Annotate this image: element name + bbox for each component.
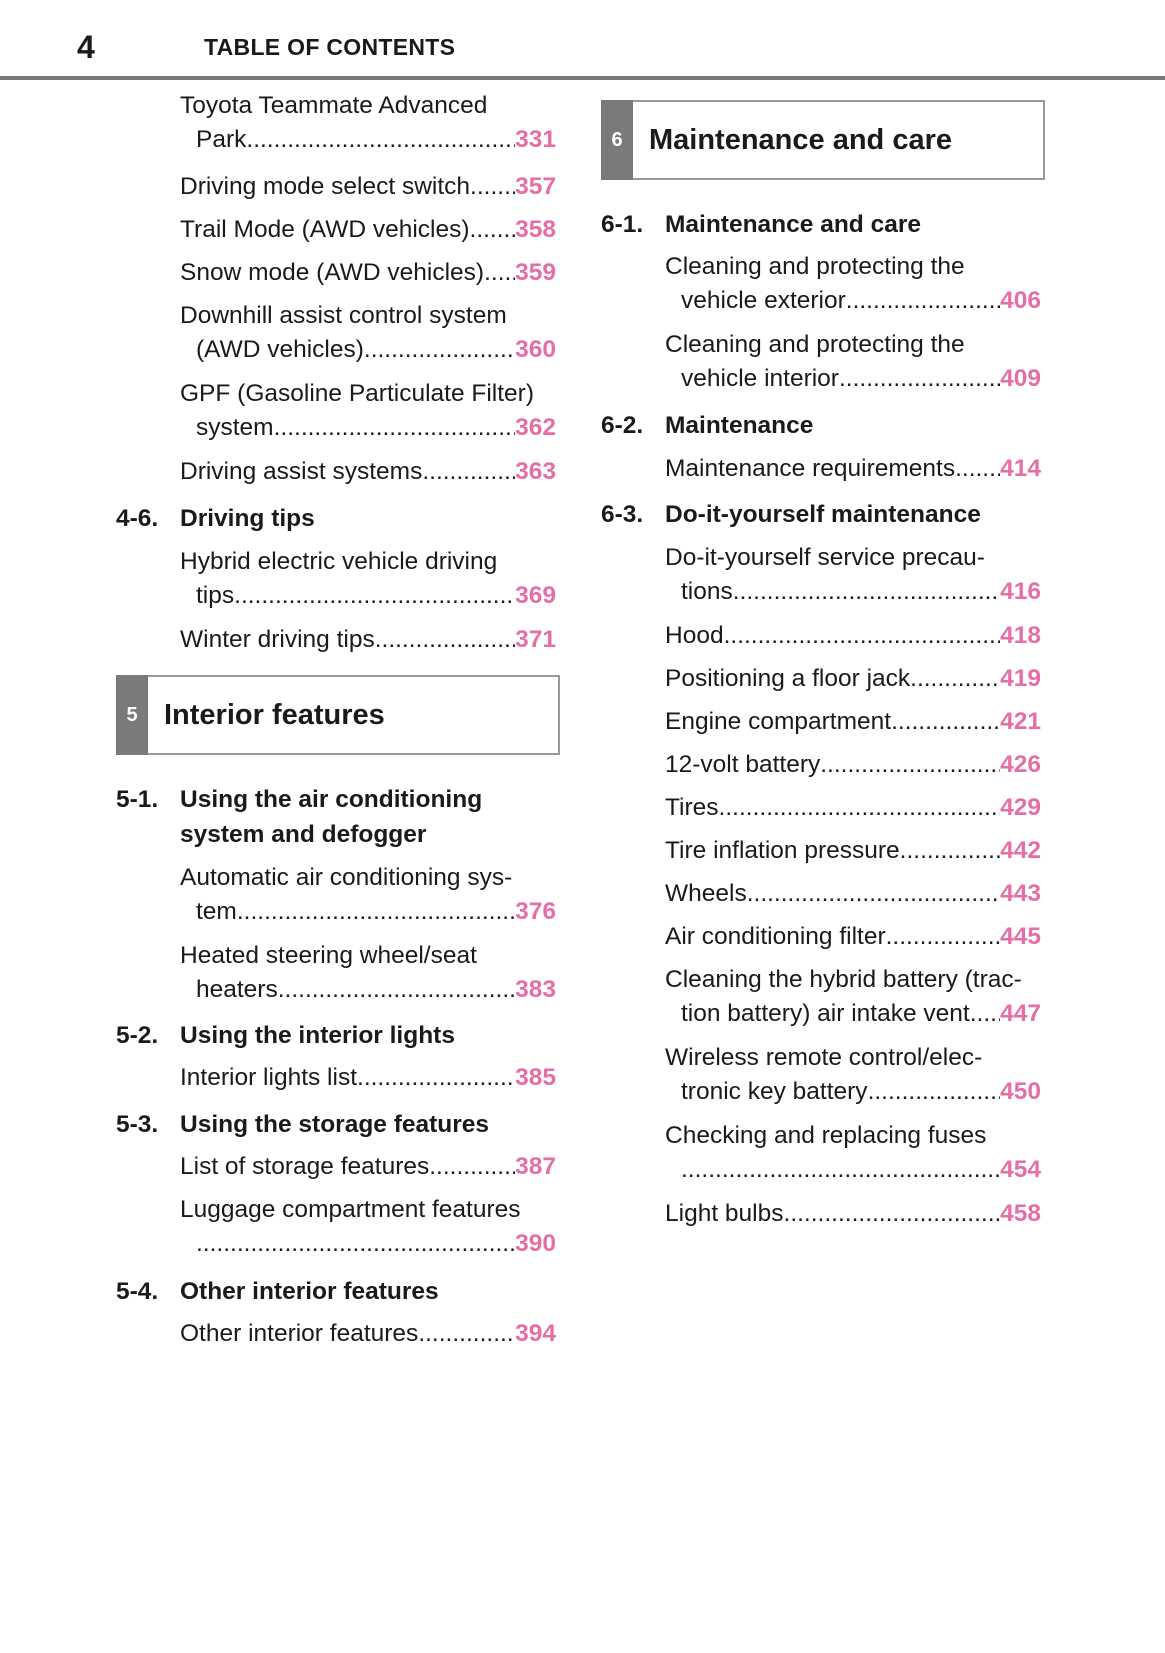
page-link[interactable]: 406	[1000, 287, 1041, 314]
page-link[interactable]: 421	[1000, 708, 1041, 735]
chapter-number-tab: 6	[601, 100, 633, 180]
toc-entry[interactable]: 12-volt battery ..... 426	[665, 748, 1041, 782]
section-heading: 5-2. Using the interior lights	[116, 1022, 455, 1049]
toc-entry[interactable]: Wireless remote control/elec- tronic key battery ..... 450	[665, 1041, 1041, 1109]
toc-entry[interactable]: Light bulbs ..... 458	[665, 1197, 1041, 1231]
toc-entry[interactable]: GPF (Gasoline Particulate Filter) system ..... 362	[180, 377, 556, 445]
chapter-title: Maintenance and care	[649, 123, 952, 156]
toc-entry[interactable]: Automatic air conditioning sys- tem ..... 376	[180, 861, 556, 929]
chapter-title: Interior features	[164, 698, 385, 731]
toc-entry[interactable]: Air conditioning filter ..... 445	[665, 920, 1041, 954]
section-heading: 6-2. Maintenance	[601, 412, 814, 439]
page-link[interactable]: 390	[515, 1230, 556, 1257]
page-link[interactable]: 454	[1000, 1156, 1041, 1183]
page-link[interactable]: 385	[515, 1064, 556, 1091]
page-link[interactable]: 418	[1000, 622, 1041, 649]
section-heading: 5-4. Other interior features	[116, 1278, 439, 1305]
page-link[interactable]: 360	[515, 336, 556, 363]
page-link[interactable]: 447	[1000, 1000, 1041, 1027]
page-link[interactable]: 445	[1000, 923, 1041, 950]
page-link[interactable]: 362	[515, 414, 556, 441]
chapter-6-box[interactable]	[601, 100, 1045, 180]
page-link[interactable]: 409	[1000, 365, 1041, 392]
toc-entry[interactable]: Tire inflation pressure ..... 442	[665, 834, 1041, 868]
header-divider	[0, 76, 1165, 80]
toc-entry[interactable]: Cleaning and protecting the vehicle interior ..... 409	[665, 328, 1041, 396]
page-link[interactable]: 371	[515, 626, 556, 653]
toc-entry[interactable]: Tires ..... 429	[665, 791, 1041, 825]
toc-entry[interactable]: Heated steering wheel/seat heaters ..... 383	[180, 939, 556, 1007]
page-link[interactable]: 443	[1000, 880, 1041, 907]
section-heading: 5-1. Using the air conditioning system and defogger	[116, 786, 483, 848]
toc-entry[interactable]: Snow mode (AWD vehicles) ..... 359	[180, 256, 556, 290]
header-title: TABLE OF CONTENTS	[204, 34, 456, 60]
toc-entry[interactable]: Cleaning and protecting the vehicle exterior ..... 406	[665, 250, 1041, 318]
toc-entry[interactable]: Driving assist systems ..... 363	[180, 455, 556, 489]
toc-entry[interactable]: Positioning a floor jack ..... 419	[665, 662, 1041, 696]
chapter-5-box[interactable]	[116, 675, 560, 755]
section-heading: 5-3. Using the storage features	[116, 1111, 490, 1138]
page-link[interactable]: 442	[1000, 837, 1041, 864]
toc-entry[interactable]: Wheels ..... 443	[665, 877, 1041, 911]
toc-entry[interactable]: List of storage features ..... 387	[180, 1150, 556, 1184]
page-link[interactable]: 429	[1000, 794, 1041, 821]
page-link[interactable]: 376	[515, 898, 556, 925]
page-link[interactable]: 416	[1000, 578, 1041, 605]
toc-entry[interactable]: Downhill assist control system (AWD vehicles) ..... 360	[180, 299, 556, 367]
toc-entry[interactable]: Toyota Teammate Advanced Park ..... 331	[180, 89, 556, 157]
page-link[interactable]: 383	[515, 976, 556, 1003]
page-link[interactable]: 419	[1000, 665, 1041, 692]
toc-entry[interactable]: Luggage compartment features ..... 390	[180, 1193, 556, 1261]
page-link[interactable]: 394	[515, 1320, 556, 1347]
toc-entry[interactable]: Cleaning the hybrid battery (trac- tion battery) air intake vent ..... 447	[665, 963, 1041, 1031]
page-link[interactable]: 450	[1000, 1078, 1041, 1105]
chapter-number-tab: 5	[116, 675, 148, 755]
toc-entry[interactable]: Maintenance requirements ..... 414	[665, 452, 1041, 486]
page-link[interactable]: 358	[515, 216, 556, 243]
page-link[interactable]: 357	[515, 173, 556, 200]
page-link[interactable]: 426	[1000, 751, 1041, 778]
page-header	[0, 0, 1165, 82]
toc-entry[interactable]: Engine compartment ..... 421	[665, 705, 1041, 739]
page-number: 4	[77, 29, 95, 65]
toc-entry[interactable]: Winter driving tips ..... 371	[180, 623, 556, 657]
toc-entry[interactable]: Driving mode select switch ..... 357	[180, 170, 556, 204]
page-link[interactable]: 369	[515, 582, 556, 609]
toc-entry[interactable]: Hybrid electric vehicle driving tips ..... 369	[180, 545, 556, 613]
toc-entry[interactable]: Do-it-yourself service precau- tions ..... 416	[665, 541, 1041, 609]
toc-entry[interactable]: Hood ..... 418	[665, 619, 1041, 653]
toc-entry[interactable]: Trail Mode (AWD vehicles) ..... 358	[180, 213, 556, 247]
page-link[interactable]: 458	[1000, 1200, 1041, 1227]
page-link[interactable]: 359	[515, 259, 556, 286]
section-heading: 4-6. Driving tips	[116, 505, 315, 532]
page-link[interactable]: 414	[1000, 455, 1041, 482]
page-link[interactable]: 363	[515, 458, 556, 485]
toc-entry[interactable]: Other interior features ..... 394	[180, 1317, 556, 1351]
page-link[interactable]: 331	[515, 126, 556, 153]
toc-entry[interactable]: Interior lights list ..... 385	[180, 1061, 556, 1095]
section-heading: 6-1. Maintenance and care	[601, 211, 921, 238]
toc-entry[interactable]: Checking and replacing fuses ..... 454	[665, 1119, 1041, 1187]
section-heading: 6-3. Do-it-yourself maintenance	[601, 501, 981, 528]
page-link[interactable]: 387	[515, 1153, 556, 1180]
